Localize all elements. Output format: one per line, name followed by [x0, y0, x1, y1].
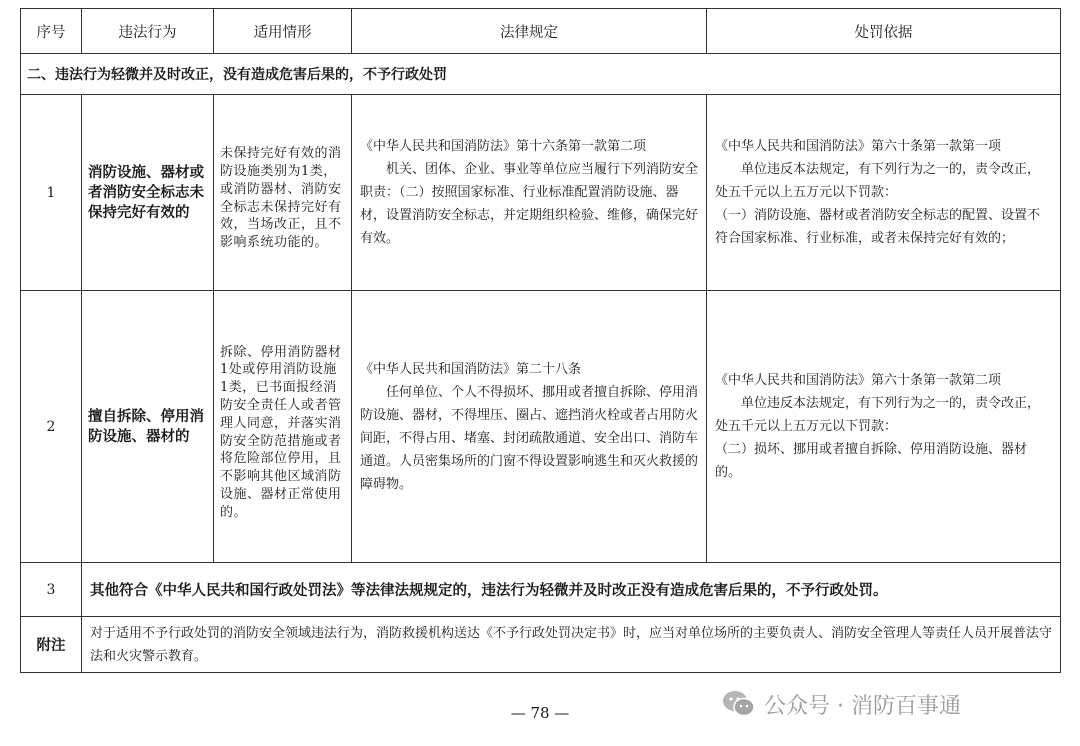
law-body: 任何单位、个人不得损坏、挪用或者擅自拆除、停用消防设施、器材，不得埋压、圈占、遮挡消火栓或者占用防火间距，不得占用、堵塞、封闭疏散通道、安全出口、消防车通道。人员密集场所的门窗不得设置影响逃生和灭火救援的障碍物。	[360, 384, 699, 492]
penalty-item: （一）消防设施、器材或者消防安全标志的配置、设置不符合国家标准、行业标准，或者未保持完好有效的；	[715, 208, 1041, 246]
note-row	[21, 617, 1061, 673]
watermark	[722, 688, 1062, 720]
violation-cell: 擅自拆除、停用消防设施、器材的	[82, 291, 214, 563]
penalty-body: 单位违反本法规定，有下列行为之一的，责令改正，处五千元以上五万元以下罚款：	[715, 162, 1041, 200]
situation-cell: 拆除、停用消防器材1处或停用消防设施1类，已书面报经消防安全责任人或者管理人同意，并落实消防安全防范措施或者将危险部位停用，且不影响其他区域消防设施、器材正常使用的。	[214, 291, 352, 563]
header-violation: 违法行为	[82, 9, 214, 54]
penalty-basis-cell	[707, 291, 1061, 563]
law-title: 《中华人民共和国消防法》第十六条第一款第二项	[360, 139, 647, 154]
note-text: 对于适用不予行政处罚的消防安全领域违法行为，消防救援机构送达《不予行政处罚决定书》时，应当对单位场所的主要负责人、消防安全管理人等责任人员开展普法守法和火灾警示教育。	[82, 617, 1061, 673]
row-number: 2	[21, 291, 82, 563]
penalty-item: （二）损坏、挪用或者擅自拆除、停用消防设施、器材的。	[715, 442, 1028, 480]
note-label: 附注	[21, 617, 82, 673]
wechat-icon	[722, 690, 756, 718]
section-row	[21, 54, 1061, 95]
penalty-basis-cell	[707, 95, 1061, 291]
penalty-title: 《中华人民共和国消防法》第六十条第一款第一项	[715, 139, 1002, 154]
table-row	[21, 563, 1061, 617]
header-number: 序号	[21, 9, 82, 54]
regulation-table	[20, 8, 1061, 673]
page-number: — 78 —	[510, 704, 570, 722]
legal-provision-cell	[352, 95, 707, 291]
header-legal-provision: 法律规定	[352, 9, 707, 54]
table-row	[21, 95, 1061, 291]
row-number: 3	[21, 563, 82, 617]
section-title: 二、违法行为轻微并及时改正，没有造成危害后果的，不予行政处罚	[21, 54, 1061, 95]
header-situation: 适用情形	[214, 9, 352, 54]
law-title: 《中华人民共和国消防法》第二十八条	[360, 361, 582, 377]
violation-cell: 消防设施、器材或者消防安全标志未保持完好有效的	[82, 95, 214, 291]
penalty-body: 单位违反本法规定，有下列行为之一的，责令改正，处五千元以上五万元以下罚款：	[715, 396, 1041, 434]
watermark-text: 公众号 · 消防百事通	[764, 693, 961, 719]
law-body: 机关、团体、企业、事业等单位应当履行下列消防安全职责：（二）按照国家标准、行业标准配置消防设施、器材，设置消防安全标志，并定期组织检验、维修，确保完好有效。	[360, 162, 699, 246]
row-number: 1	[21, 95, 82, 291]
table-row	[21, 291, 1061, 563]
header-row	[21, 9, 1061, 54]
penalty-title: 《中华人民共和国消防法》第六十条第一款第二项	[715, 373, 1002, 388]
situation-cell: 未保持完好有效的消防设施类别为1类，或消防器材、消防安全标志未保持完好有效，当场改正，且不影响系统功能的。	[214, 95, 352, 291]
header-penalty-basis: 处罚依据	[707, 9, 1061, 54]
general-clause: 其他符合《中华人民共和国行政处罚法》等法律法规规定的，违法行为轻微并及时改正没有造成危害后果的，不予行政处罚。	[82, 563, 1061, 617]
legal-provision-cell	[352, 291, 707, 563]
